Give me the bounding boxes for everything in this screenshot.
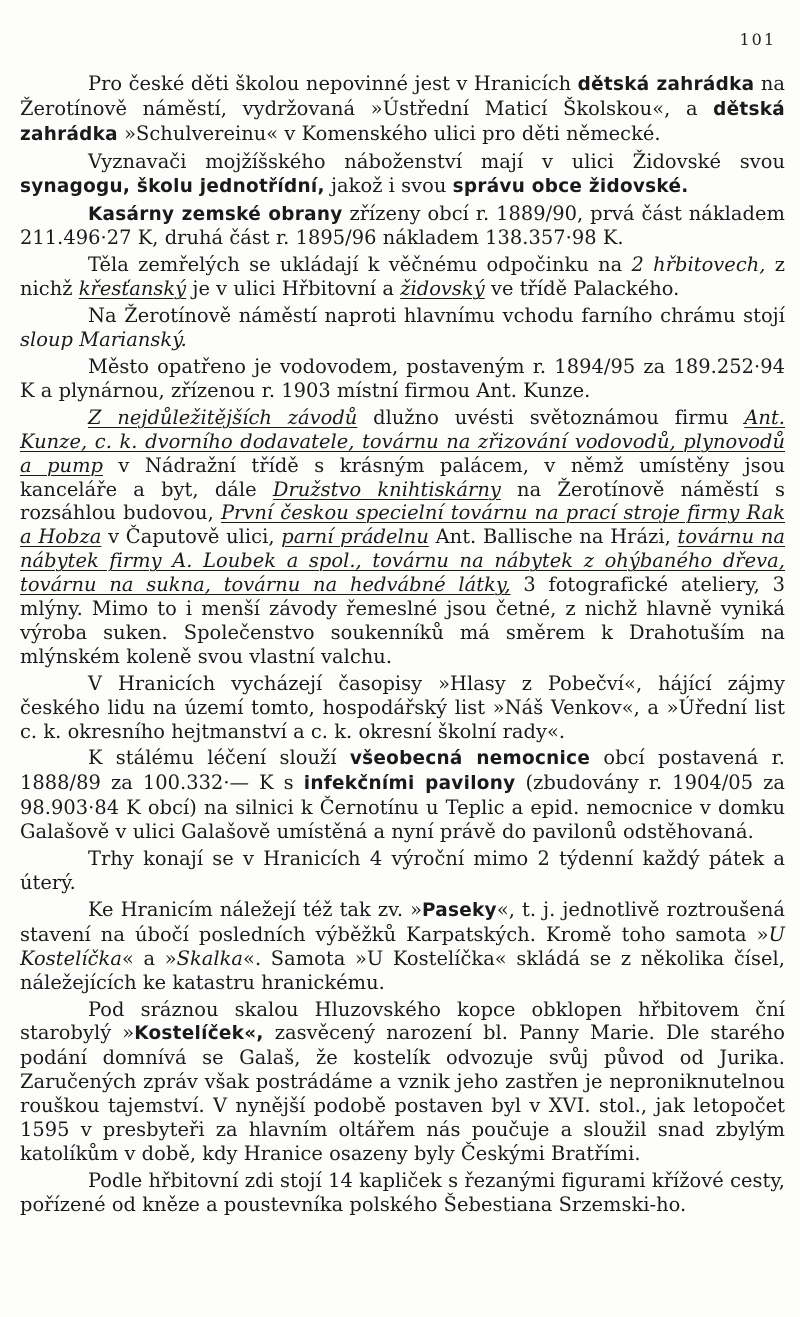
italic-term: Skalka bbox=[176, 946, 244, 970]
text-run: Ant. Ballische na Hrázi, bbox=[428, 525, 678, 549]
bold-term: Kasárny zemské obrany bbox=[88, 203, 343, 225]
paragraph bbox=[20, 998, 785, 1166]
italic-term: křesťanský bbox=[78, 277, 187, 301]
paragraph bbox=[20, 202, 785, 251]
text-run: Pod sráznou skalou Hluzovského kopce obklopen hřbitovem ční starobylý » bbox=[20, 997, 785, 1045]
text-run: na Žerotínově náměstí, vydržovaná »Ústřední Maticí Školskou«, a bbox=[20, 72, 785, 120]
body-text bbox=[20, 72, 785, 1220]
italic-term: První českou specielní továrnu na prací stroje firmy Rak a Hobza bbox=[20, 501, 785, 549]
page-number: 101 bbox=[739, 30, 776, 49]
bold-term: synagogu, školu jednotřídní, bbox=[20, 175, 325, 197]
italic-term: U Kostelíčka bbox=[20, 922, 785, 970]
italic-term: Ant. Kunze, c. k. dvorního dodavatele, továrnu na zřizování vodovodů, plynovodů a pump bbox=[20, 405, 786, 477]
paragraph bbox=[20, 72, 785, 147]
text-run: zasvěcený narození bl. Panny Marie. Dle starého podání domnívá se Galaš, že kostelík odvozuje svůj původ od Jurika. Zaručených zpráv však postrádáme a vznik jeho zastřen je neproniknutelnou rouškou tajemství. V nynější podobě postaven byl v XVI. stol., jak letopočet 1595 v presbyteři za hlavním oltářem nás poučuje a sloužil snad zbylým katolíkům v době, kdy Hranice osazeny byly Českými Bratřími. bbox=[20, 1021, 785, 1165]
paragraph bbox=[20, 898, 785, 995]
paragraph bbox=[20, 355, 785, 403]
text-run: « a » bbox=[121, 946, 177, 970]
paragraph bbox=[20, 150, 785, 199]
bold-term: infekčními pavilony bbox=[303, 773, 516, 795]
text-run: jakož i svou bbox=[324, 173, 453, 197]
paragraph bbox=[20, 746, 785, 844]
bold-term: správu obce židovské. bbox=[452, 175, 689, 197]
bold-term: dětská zahrádka bbox=[20, 98, 785, 145]
paragraph bbox=[20, 672, 785, 744]
bold-term: všeobecná nemocnice bbox=[349, 748, 591, 770]
text-run: dlužno uvésti světoznámou firmu bbox=[357, 405, 745, 429]
text-run: Město opatřeno je vodovodem, postaveným r. 1894/95 za 189.252·94 K a plynárnou, zřízenou r. 1903 místní firmou Ant. Kunze. bbox=[20, 354, 785, 402]
paragraph bbox=[20, 253, 785, 301]
paragraph bbox=[20, 304, 785, 352]
text-run: v Čaputově ulici, bbox=[101, 525, 282, 549]
text-run: z nichž bbox=[20, 253, 786, 301]
text-run: Pro české děti školou nepovinné jest v Hranicích bbox=[88, 72, 578, 95]
text-run: «. Samota »U Kostelíčka« skládá se z několika čísel, náležejících ke katastru hranickému. bbox=[20, 946, 785, 994]
text-run: «, t. j. jednotlivě roztroušená stavení na úbočí posledních výběžků Karpatských. Kromě toho samota » bbox=[20, 897, 785, 946]
text-run: »Schulvereinu« v Komenského ulici pro děti německé. bbox=[117, 121, 661, 145]
text-run: Podle hřbitovní zdi stojí 14 kapliček s řezanými figurami křížové cesty, pořízené od kněze a poustevníka polského Šebestiana Srzemski-ho. bbox=[20, 1168, 785, 1216]
text-run: Na Žerotínově náměstí naproti hlavnímu vchodu farního chrámu stojí bbox=[88, 304, 785, 328]
italic-term: parní prádelnu bbox=[281, 525, 429, 549]
text-run: 3 fotografické ateliery, 3 mlýny. Mimo to i menší závody řemeslné jsou četné, z nichž hlavně vyniká výroba suken. Společenstvo soukenníků má směrem k Drahotuším na mlýnském koleně svou vlastní valchu. bbox=[20, 573, 785, 668]
text-run: je v ulici Hřbitovní a bbox=[186, 277, 401, 301]
text-run: ve třídě Palackého. bbox=[484, 277, 680, 301]
italic-term: sloup Marianský. bbox=[20, 328, 187, 352]
text-run: obcí postavená r. 1888/89 za 100.332·— K s bbox=[20, 746, 785, 795]
text-run: V Hranicích vycházejí časopisy »Hlasy z Pobečví«, hájící zájmy českého lidu na území tomto, hospodářský list »Náš Venkov«, a »Úřední list c. k. okresního hejtmanství a c. k. okresní školní rady«. bbox=[20, 671, 785, 743]
paragraph bbox=[20, 1169, 785, 1217]
paragraph bbox=[20, 847, 785, 895]
italic-term: 2 hřbitovech, bbox=[631, 253, 766, 277]
italic-term: továrnu na nábytek firmy A. Loubek a spol., továrnu na nábytek z ohýbaného dřeva, továrnu na sukna, továrnu na hedvábné látky, bbox=[20, 525, 785, 597]
text-run: Těla zemřelých se ukládají k věčnému odpočinku na bbox=[88, 253, 632, 277]
italic-term: Z nejdůležitějších závodů bbox=[88, 405, 358, 429]
bold-term: Kostelíček«, bbox=[134, 1023, 264, 1045]
text-run: Vyznavači mojžíšského náboženství mají v ulici Židovské svou bbox=[88, 149, 785, 173]
text-run: Ke Hranicím náležejí též tak zv. » bbox=[88, 897, 422, 921]
italic-term: židovský bbox=[400, 277, 485, 301]
text-run: zřízeny obcí r. 1889/90, prvá část nákladem 211.496·27 K, druhá část r. 1895/96 nákladem 138.357·98 K. bbox=[20, 201, 785, 250]
text-run: na Žerotínově náměstí s rozsáhlou budovou, bbox=[20, 477, 785, 525]
text-run: v Nádražní třídě s krásným palácem, v němž umístěny jsou kanceláře a byt, dále bbox=[20, 453, 785, 501]
text-run: K stálému léčení slouží bbox=[88, 746, 350, 770]
italic-term: Družstvo knihtiskárny bbox=[272, 477, 501, 501]
paragraph bbox=[20, 406, 785, 669]
text-run: (zbudovány r. 1904/05 za 98.903·84 K obcí) na silnici k Černotínu u Teplic a epid. nemocnice v domku Galašově v ulici Galašově umístěná a nyní právě do pavilonů odstěhovaná. bbox=[20, 771, 786, 844]
text-run: Trhy konají se v Hranicích 4 výroční mimo 2 týdenní každý pátek a úterý. bbox=[20, 847, 785, 894]
bold-term: Paseky bbox=[421, 899, 497, 921]
bold-term: dětská zahrádka bbox=[577, 74, 755, 95]
